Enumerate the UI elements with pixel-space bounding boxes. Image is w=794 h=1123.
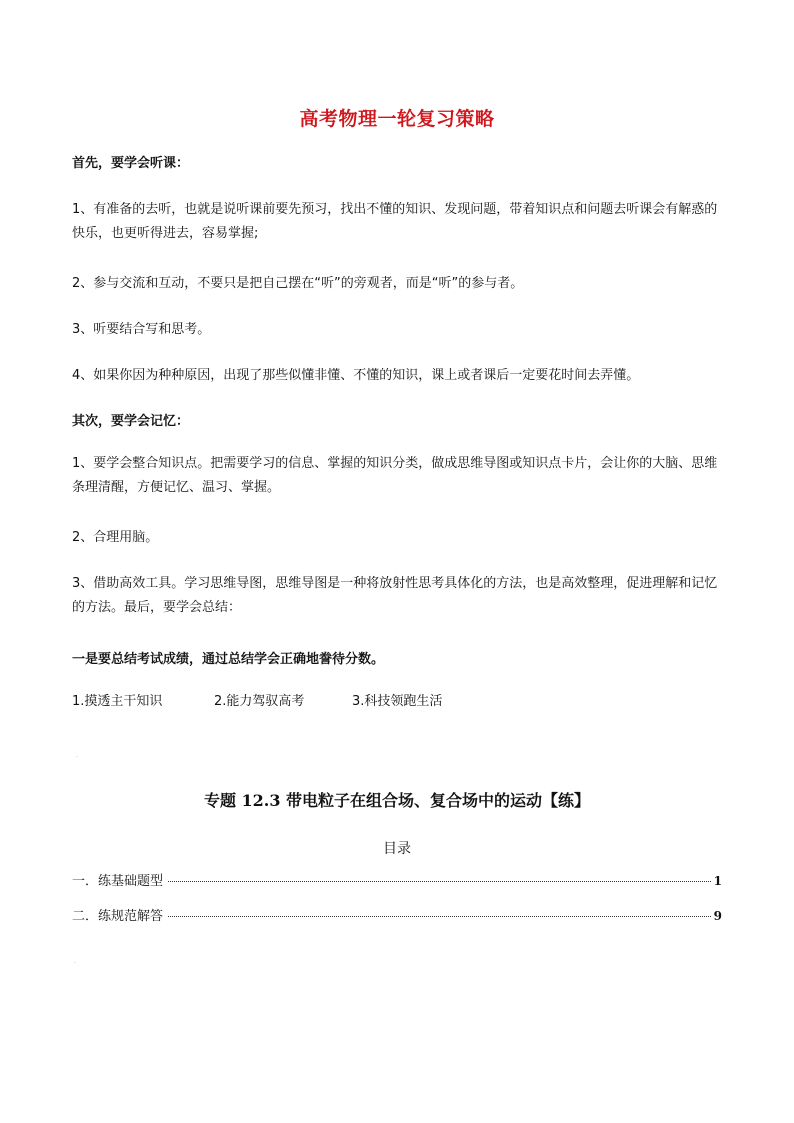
page-title: 高考物理一轮复习策略 — [299, 108, 495, 130]
toc-entry-page: 1 — [713, 874, 722, 888]
toc-leader-dots — [168, 881, 711, 882]
stray-mark: . — [76, 752, 78, 759]
toc-entry[interactable] — [72, 870, 722, 889]
list-item: 3.科技领跑生活 — [352, 694, 443, 709]
paragraph-4: 4、如果你因为种种原因，出现了那些似懂非懂、不懂的知识，课上或者课后一定要花时间去弄懂。 — [72, 368, 640, 383]
section-heading-memory: 其次，要学会记忆： — [72, 414, 190, 429]
toc-entry-label: 一．练基础题型 — [72, 874, 164, 889]
list-item: 2.能力驾驭高考 — [214, 694, 305, 709]
paragraph-7: 3、借助高效工具。学习思维导图，思维导图是一种将放射性思考具体化的方法，也是高效整理，促进理解和记忆的方法。最后，要学会总结： — [72, 576, 718, 615]
paragraph-5: 1、要学会整合知识点。把需要学习的信息、掌握的知识分类，做成思维导图或知识点卡片，会让你的大脑、思维条理清醒，方便记忆、温习、掌握。 — [72, 456, 718, 495]
toc-heading: 目录 — [383, 841, 411, 857]
paragraph-2: 2、参与交流和互动，不要只是把自己摆在“听”的旁观者，而是“听”的参与者。 — [72, 276, 524, 291]
paragraph-6: 2、合理用脑。 — [72, 530, 159, 545]
toc-entry-page: 9 — [713, 909, 722, 923]
section-title: 专题 12.3 带电粒子在组合场、复合场中的运动【练】 — [203, 791, 591, 810]
summary-line: 一是要总结考试成绩，通过总结学会正确地誊待分数。 — [72, 652, 385, 667]
paragraph-1: 1、有准备的去听，也就是说听课前要先预习，找出不懂的知识、发现问题，带着知识点和问题去听课会有解惑的快乐，也更听得进去，容易掌握; — [72, 202, 718, 241]
paragraph-3: 3、听要结合写和思考。 — [72, 322, 211, 337]
section-heading-listening: 首先，要学会听课： — [72, 156, 190, 171]
stray-mark: . — [74, 958, 76, 965]
toc-entry-label: 二．练规范解答 — [72, 909, 164, 924]
toc-leader-dots — [168, 916, 711, 917]
list-item: 1.摸透主干知识 — [72, 694, 163, 709]
toc-entry[interactable] — [72, 905, 722, 924]
